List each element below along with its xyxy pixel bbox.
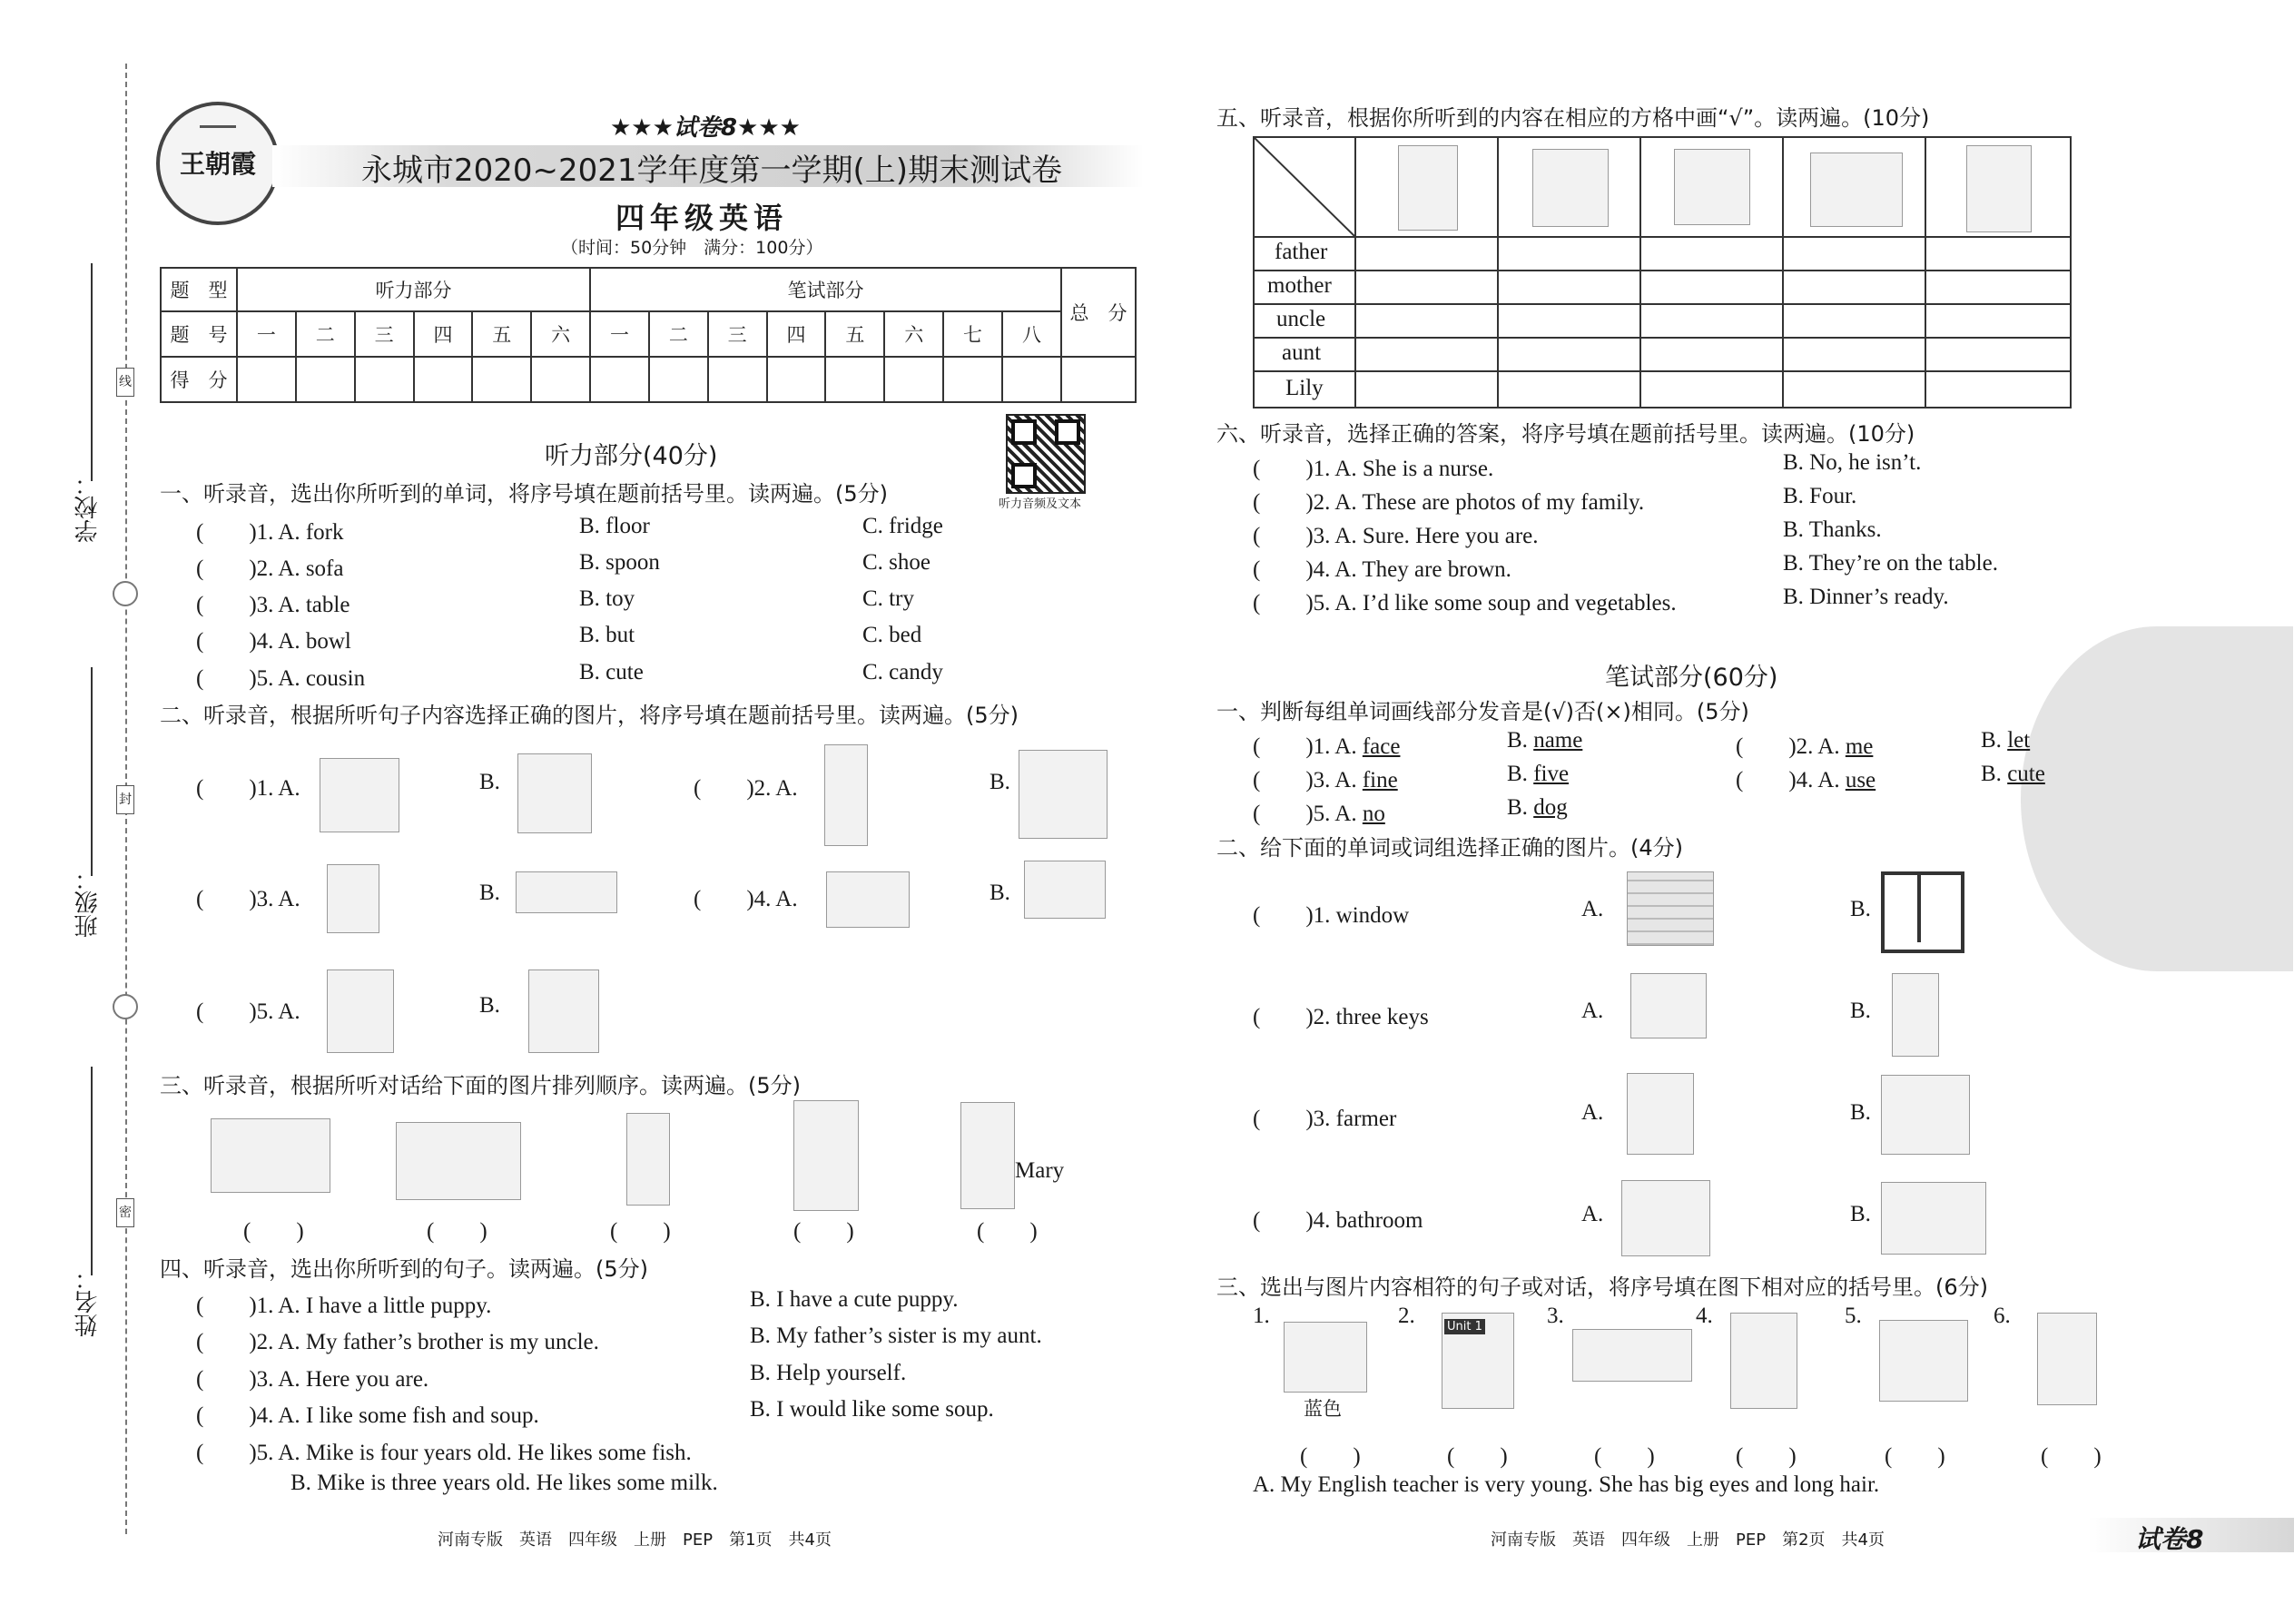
l1-item-b: B. spoon [579,550,660,575]
w1-word: cute [2007,762,2045,786]
w3-num: 1. [1253,1304,1270,1328]
w1-word: no [1362,802,1385,826]
score-listening-header: 听力部分 [237,268,590,311]
score-value-label: 得 分 [161,357,237,402]
w2-a-label: A. [1581,1100,1604,1125]
w1-label[interactable]: ( )2. A. [1736,734,1846,759]
l6-item-b: B. Dinner’s ready. [1783,585,1949,609]
name-underline [91,1067,93,1275]
w3-num: 6. [1994,1304,2011,1328]
l6-item-b: B. Thanks. [1783,517,1882,542]
l4-item-a[interactable]: ( )4. A. I like some fish and soup. [196,1403,539,1428]
w3-blank[interactable]: ( ) [1736,1444,1797,1469]
teacher-picture [1442,1313,1514,1409]
score-cell[interactable] [472,357,531,402]
l2-label: B. [479,770,500,794]
l3-blank[interactable]: ( ) [610,1219,671,1244]
l3-blank[interactable]: ( ) [427,1219,487,1244]
score-written-header: 笔试部分 [590,268,1061,311]
l5-col-rule [1354,138,1356,407]
keys-picture [1892,973,1939,1057]
l3-blank[interactable]: ( ) [793,1219,854,1244]
w3-title: 三、选出与图片内容相符的句子或对话，将序号填在图下相对应的括号里。(6分) [1216,1275,1988,1300]
score-num: 四 [767,311,826,357]
w1-word: fine [1362,768,1398,792]
l1-item-b: B. floor [579,514,650,538]
l1-item-a[interactable]: ( )3. A. table [196,593,350,617]
l5-row-label: aunt [1282,340,1322,365]
l1-item-a[interactable]: ( )5. A. cousin [196,666,366,691]
logo [156,102,280,225]
cook-picture [1966,145,2032,232]
elephant-picture [211,1118,330,1193]
l5-row-label: uncle [1276,307,1326,331]
score-cell[interactable] [825,357,884,402]
l1-item-a[interactable]: ( )4. A. bowl [196,629,351,654]
l2-label: B. [479,881,500,905]
l2-label[interactable]: ( )2. A. [694,776,798,801]
mary-picture [960,1102,1015,1209]
score-num: 二 [296,311,355,357]
w1-row [1507,762,1569,787]
l2-label: B. [989,881,1010,905]
qr-caption: 听力音频及文本 [999,497,1082,511]
score-num: 五 [825,311,884,357]
score-cell[interactable] [1002,357,1061,402]
notebook-picture [320,758,399,832]
w1-row [1981,728,2030,753]
w3-num: 4. [1696,1304,1713,1328]
l1-item-c: C. try [862,586,914,611]
score-num: 四 [414,311,473,357]
w1-row [1507,728,1582,753]
l4-item-b: B. I would like some soup. [750,1397,994,1422]
bowl-picture [826,871,910,928]
w2-item[interactable]: ( )3. farmer [1253,1107,1397,1131]
l5-row-rule [1255,370,2070,372]
w1-label[interactable]: ( )4. A. [1736,768,1846,792]
score-cell[interactable] [649,357,708,402]
w1-label[interactable]: ( )3. A. [1253,768,1363,792]
w1-row [1736,762,1876,794]
score-num: 六 [531,311,590,357]
l5-row-rule [1255,236,2070,238]
w1-word: let [2007,728,2031,753]
w1-label: B. [1981,762,2008,786]
two-kids-picture [1730,1313,1797,1409]
l5-row-rule [1255,337,2070,339]
score-cell[interactable] [943,357,1002,402]
school-label: 学校： [74,472,102,543]
l4-item-b: B. Help yourself. [750,1361,907,1385]
w3-sentence: A. My English teacher is very young. She has big eyes and long hair. [1253,1472,1880,1497]
kitchen-picture [1621,1180,1710,1256]
l1-item-b: B. toy [579,586,635,611]
l5-col-rule [1639,138,1641,407]
w1-word: use [1845,768,1876,792]
bottle-picture [626,1113,670,1206]
w2-title: 二、给下面的单词或词组选择正确的图片。(4分) [1216,835,1683,861]
l4-title: 四、听录音，选出你所听到的句子。读两遍。(5分) [160,1256,648,1282]
farmer-hat-picture [1627,1073,1694,1155]
l6-item-b: B. They’re on the table. [1783,551,1998,576]
window-picture [1881,871,1964,953]
w1-word: dog [1533,795,1568,820]
secret-seal-watermark [2021,626,2293,971]
l6-item-a[interactable]: ( )5. A. I’d like some soup and vegetables. [1253,591,1677,615]
qr-code[interactable] [1006,414,1086,494]
w2-item[interactable]: ( )4. bathroom [1253,1208,1423,1233]
w2-b-label: B. [1850,897,1871,921]
l1-item-a[interactable]: ( )1. A. fork [196,520,344,545]
footer-right: 河南专版 英语 四年级 上册 PEP 第2页 共4页 [1491,1530,1885,1550]
w1-row [1253,795,1385,828]
w3-num: 3. [1547,1304,1564,1328]
class-label: 班级： [74,867,102,938]
l2-title: 二、听录音，根据所听句子内容选择正确的图片，将序号填在题前括号里。读两遍。(5分) [160,703,1019,728]
l5-row-label: father [1275,240,1328,264]
binding-mark-seal: 封 [116,785,134,814]
w1-row [1736,728,1873,761]
w1-title: 一、判断每组单词画线部分发音是(√)否(×)相同。(5分) [1216,699,1749,724]
binding-mark-line: 线 [116,368,134,397]
l5-table-diagonal [1255,138,1354,236]
w3-blank[interactable]: ( ) [1594,1444,1655,1469]
w3-blank[interactable]: ( ) [1885,1444,1945,1469]
l4-item-a[interactable]: ( )5. A. Mike is four years old. He likes some fish. [196,1441,692,1465]
score-cell[interactable] [355,357,414,402]
table-picture [1019,750,1108,839]
nurse-picture [1398,145,1458,231]
w2-a-label: A. [1581,999,1604,1023]
l1-item-c: C. candy [862,660,943,684]
l4-item-a[interactable]: ( )3. A. Here you are. [196,1367,429,1392]
noodles-picture [1024,861,1106,919]
l1-item-c: C. fridge [862,514,943,538]
score-cell[interactable] [296,357,355,402]
name-label: 姓名： [74,1266,102,1337]
logo-text: 王朝霞 [179,149,256,179]
score-cell[interactable] [414,357,473,402]
l2-label[interactable]: ( )5. A. [196,999,300,1024]
chair-picture [793,1100,859,1211]
l5-col-rule [1925,138,1926,407]
score-table [160,267,1137,403]
score-cell[interactable] [237,357,296,402]
binding-hole-2 [113,994,138,1019]
score-num: 一 [590,311,649,357]
w3-blank[interactable]: ( ) [2041,1444,2102,1469]
l6-item-a[interactable]: ( )4. A. They are brown. [1253,557,1511,582]
listening-title: 听力部分(40分) [545,442,718,470]
w1-word: name [1533,728,1583,753]
l1-item-b: B. but [579,623,635,647]
score-num: 八 [1002,311,1061,357]
l5-title: 五、听录音，根据你所听到的内容在相应的方格中画“√”。读两遍。(10分) [1216,105,1930,131]
l4-item-5b: B. Mike is three years old. He likes some milk. [290,1471,718,1495]
score-num: 五 [472,311,531,357]
l1-item-a[interactable]: ( )2. A. sofa [196,556,344,581]
binding-hole-1 [113,581,138,606]
qr-finder-icon [1055,419,1080,445]
l1-item-c: C. shoe [862,550,930,575]
w1-row [1507,795,1568,821]
qr-finder-icon [1011,419,1037,445]
notebook-picture [517,753,592,833]
score-cell[interactable] [884,357,943,402]
w2-b-label: B. [1850,1100,1871,1125]
w1-label: B. [1507,795,1534,820]
l6-item-a[interactable]: ( )3. A. Sure. Here you are. [1253,524,1539,548]
key-picture [327,864,379,933]
score-cell[interactable] [767,357,826,402]
family-picture [1674,149,1750,225]
score-num: 六 [884,311,943,357]
l4-item-a[interactable]: ( )1. A. I have a little puppy. [196,1294,492,1318]
w1-label: B. [1507,728,1534,753]
l6-item-b: B. Four. [1783,484,1857,508]
w3-num: 2. [1398,1304,1415,1328]
score-num-label: 题 号 [161,311,237,357]
score-type-label: 题 型 [161,268,237,311]
mary-label: Mary [1015,1158,1065,1183]
score-num: 三 [355,311,414,357]
w2-b-label: B. [1850,1202,1871,1226]
qr-finder-icon [1011,463,1037,488]
l2-label[interactable]: ( )1. A. [196,776,300,801]
score-cell[interactable] [590,357,649,402]
w1-row [1253,728,1400,761]
fridge-picture [824,744,868,846]
score-cell[interactable] [531,357,590,402]
exam-title: 永城市2020~2021学年度第一学期(上)期末测试卷 [361,153,1063,189]
brick-wall-picture [1627,871,1714,946]
w1-row [1253,762,1398,794]
w1-word: me [1845,734,1874,759]
food-bowls-picture [1572,1329,1692,1382]
l1-item-b: B. cute [579,660,644,684]
student-picture [1532,149,1609,227]
w3-blank[interactable]: ( ) [1300,1444,1361,1469]
school-underline [91,263,93,481]
logo-crown-icon [200,113,236,128]
blue-label: 蓝色 [1304,1398,1342,1420]
footer-left: 河南专版 英语 四年级 上册 PEP 第1页 共4页 [438,1530,832,1550]
w1-word: five [1533,762,1570,786]
window-divider [1917,875,1921,942]
l2-label[interactable]: ( )4. A. [694,887,798,911]
door-boy-picture [2037,1313,2097,1405]
w1-label: B. [1981,728,2008,753]
l3-title: 三、听录音，根据所听对话给下面的图片排列顺序。读两遍。(5分) [160,1073,801,1098]
schoolbag-picture [1284,1322,1367,1393]
w2-a-label: A. [1581,897,1604,921]
candy-picture [1630,973,1707,1038]
l5-row-label: Lily [1285,376,1324,400]
w3-blank[interactable]: ( ) [1447,1444,1508,1469]
l3-blank[interactable]: ( ) [243,1219,304,1244]
l2-label: B. [989,770,1010,794]
l5-col-rule [1782,138,1784,407]
w1-label[interactable]: ( )1. A. [1253,734,1363,759]
girl-picture [327,969,394,1053]
score-num: 二 [649,311,708,357]
w3-num: 5. [1845,1304,1862,1328]
w2-a-label: A. [1581,1202,1604,1226]
glasses-picture [516,871,617,913]
unit-label: Unit 1 [1444,1319,1485,1334]
l5-row-rule [1255,270,2070,271]
l1-item-c: C. bed [862,623,922,647]
l2-label: B. [479,993,500,1018]
score-total-header: 总 分 [1061,268,1136,357]
w1-word: face [1362,734,1401,759]
l6-item-a[interactable]: ( )1. A. She is a nurse. [1253,457,1494,481]
boy-picture [528,969,599,1053]
farmer-picture [1810,153,1903,227]
l6-item-b: B. No, he isn’t. [1783,450,1922,475]
l5-row-label: mother [1267,273,1332,298]
l4-item-b: B. I have a cute puppy. [750,1287,959,1312]
binding-mark-secret: 密 [116,1198,134,1227]
paper-badge: ★★★试卷8★★★ [610,114,801,142]
l4-item-b: B. My father’s sister is my aunt. [750,1324,1042,1348]
office-worker-picture [1881,1075,1970,1155]
w2-item[interactable]: ( )1. window [1253,903,1410,928]
l5-table [1253,136,2072,408]
l4-item-a[interactable]: ( )2. A. My father’s brother is my uncle. [196,1330,599,1354]
class-underline [91,667,93,876]
score-num: 七 [943,311,1002,357]
exam-subtitle: 四年级英语 [615,201,789,235]
score-num: 三 [708,311,767,357]
l6-item-a[interactable]: ( )2. A. These are photos of my family. [1253,490,1645,515]
footer-tag: 试卷8 [2135,1524,2204,1554]
w1-label[interactable]: ( )5. A. [1253,802,1363,826]
l2-label[interactable]: ( )3. A. [196,887,300,911]
l6-title: 六、听录音，选择正确的答案，将序号填在题前括号里。读两遍。(10分) [1216,421,1915,447]
l1-title: 一、听录音，选出你所听到的单词，将序号填在题前括号里。读两遍。(5分) [160,481,888,507]
score-num: 一 [237,311,296,357]
truck-picture [396,1122,521,1200]
w1-row [1981,762,2045,787]
score-cell[interactable] [708,357,767,402]
l5-row-rule [1255,303,2070,305]
bathroom-picture [1881,1182,1986,1255]
exam-meta: （时间：50分钟 满分：100分） [561,238,823,258]
w1-label: B. [1507,762,1534,786]
l3-blank[interactable]: ( ) [977,1219,1038,1244]
table-room-picture [1879,1320,1968,1402]
score-cell[interactable] [1061,357,1136,402]
written-title: 笔试部分(60分) [1605,664,1778,692]
l5-col-rule [1497,138,1499,407]
w2-b-label: B. [1850,999,1871,1023]
w2-item[interactable]: ( )2. three keys [1253,1005,1429,1029]
